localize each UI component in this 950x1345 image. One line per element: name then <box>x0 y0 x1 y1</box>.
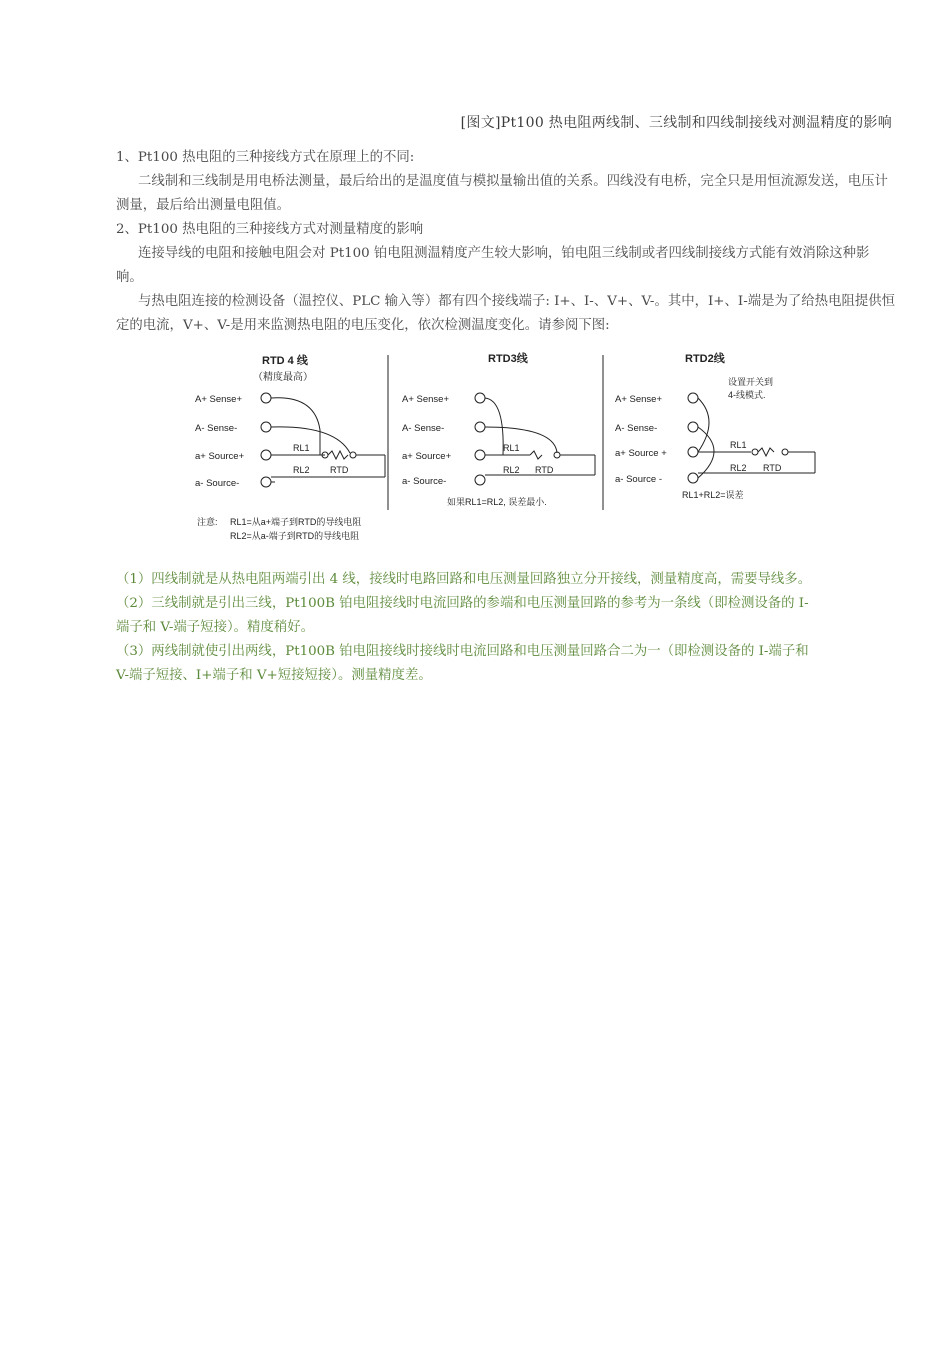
terminal-label: A- Sense- <box>195 423 238 434</box>
section-2-paragraph-1: 连接导线的电阻和接触电阻会对 Pt100 铂电阻测温精度产生较大影响，铂电阻三线制或者四线制接线方式能有效消除这种影响。 <box>116 246 870 285</box>
terminal-label: A+ Sense+ <box>615 394 663 405</box>
terminal-label: a- Source- <box>195 478 240 489</box>
note-3: （3）两线制就使引出两线，Pt100B 铂电阻接线时接线时电流回路和电压测量回路合二为一（即检测设备的 I-端子和 <box>116 644 809 659</box>
note-3-cont: V-端子短接、I+端子和 V+短接短接）。测量精度差。 <box>116 668 432 683</box>
note-1: （1）四线制就是从热电阻两端引出 4 线，接线时电路回路和电压测量回路独立分开接线，测量精度高，需要导线多。 <box>116 572 812 587</box>
document-title: [图文]Pt100 热电阻两线制、三线制和四线制接线对测温精度的影响 <box>460 115 892 131</box>
rtd-wiring-diagram <box>185 345 825 550</box>
panel-2-error: RL1+RL2=误差 <box>682 490 744 500</box>
section-1-paragraph: 二线制和三线制是用电桥法测量，最后给出的是温度值与模拟量输出值的关系。四线没有电桥，完全只是用恒流源发送，电压计测量，最后给出测量电阻值。 <box>116 174 888 213</box>
panel-3-title: RTD3线 <box>488 353 528 365</box>
panel-2-note-1: 设置开关到 <box>728 377 774 387</box>
legend-prefix: 注意: <box>197 517 218 527</box>
panel-4-wire <box>261 393 385 487</box>
rl1-label: RL1 <box>730 440 747 450</box>
terminal-label: A+ Sense+ <box>402 394 450 405</box>
panel-2-note-2: 4-线模式. <box>728 390 766 400</box>
section-2-heading: 2、Pt100 热电阻的三种接线方式对测量精度的影响 <box>116 222 424 237</box>
notes-text <box>116 568 896 688</box>
section-2-paragraph-2: 与热电阻连接的检测设备（温控仪、PLC 输入等）都有四个接线端子: I+、I-、V+、V-。其中，I+、I-端是为了给热电阻提供恒定的电流，V+、V-是用来监测热电阻的电压变化，依次检测温度变化。请参阅下图: <box>116 294 896 333</box>
legend-line-1: RL1=从a+端子到RTD的导线电阻 <box>230 517 362 527</box>
panel-3-note: 如果RL1=RL2, 误差最小. <box>447 497 547 507</box>
rl2-label: RL2 <box>730 463 747 473</box>
rl2-label: RL2 <box>293 465 310 475</box>
terminal-label: a+ Source+ <box>402 451 452 462</box>
terminal-label: a+ Source+ <box>195 451 245 462</box>
panel-2-wire <box>688 393 815 483</box>
terminal-label: A+ Sense+ <box>195 394 243 405</box>
terminal-label: A- Sense- <box>402 423 445 434</box>
section-1-heading: 1、Pt100 热电阻的三种接线方式在原理上的不同: <box>116 150 415 165</box>
panel-2-title: RTD2线 <box>685 353 725 365</box>
terminal-label: a- Source- <box>402 476 447 487</box>
note-2-cont: 端子和 V-端子短接）。精度稍好。 <box>116 620 314 635</box>
rl2-label: RL2 <box>503 465 520 475</box>
terminal-label: A- Sense- <box>615 423 658 434</box>
legend-line-2: RL2=从a-端子到RTD的导线电阻 <box>230 531 360 541</box>
body-text <box>116 146 896 338</box>
rtd-label: RTD <box>330 465 349 475</box>
panel-4-title: RTD 4 线 <box>262 355 308 367</box>
rtd-label: RTD <box>535 465 554 475</box>
rl1-label: RL1 <box>503 443 520 453</box>
note-2: （2）三线制就是引出三线，Pt100B 铂电阻接线时电流回路的参端和电压测量回路的参考为一条线（即检测设备的 I- <box>116 596 809 611</box>
rl1-label: RL1 <box>293 443 310 453</box>
terminal-label: a+ Source + <box>615 448 667 459</box>
rtd-label: RTD <box>763 463 782 473</box>
terminal-label: a- Source - <box>615 474 662 485</box>
panel-4-subtitle: （精度最高） <box>253 372 313 383</box>
